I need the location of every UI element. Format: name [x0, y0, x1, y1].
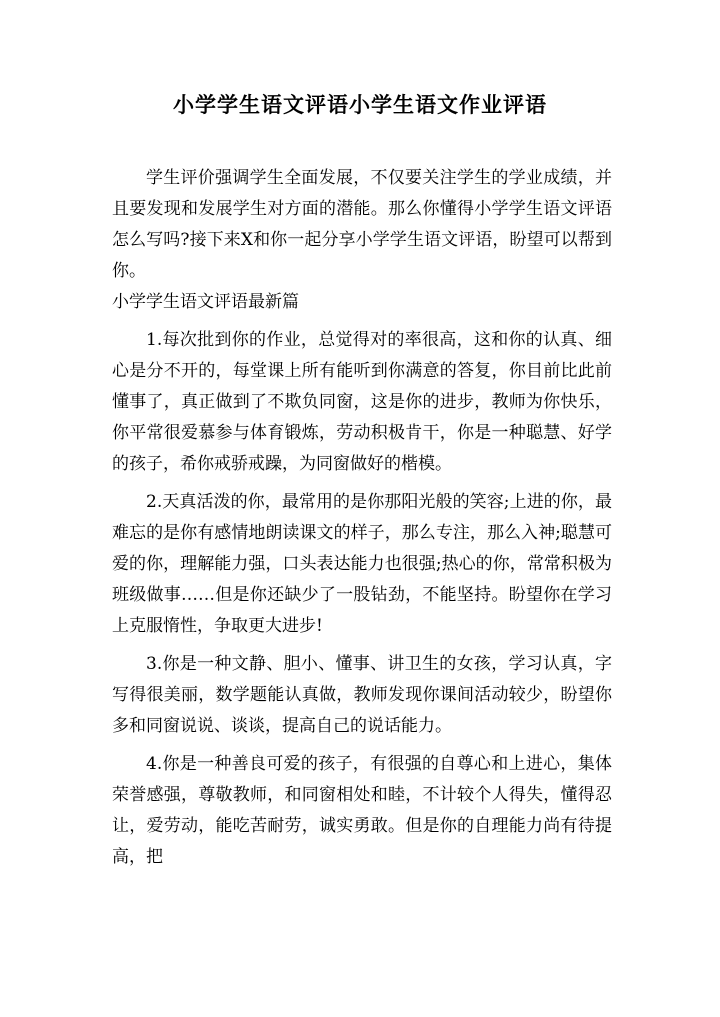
document-body	[112, 163, 612, 873]
comment-paragraph-4: 4.你是一种善良可爱的孩子，有很强的自尊心和上进心，集体荣誉感强，尊敬教师，和同窗相处和睦，不计较个人得失，懂得忍让，爱劳动，能吃苦耐劳，诚实勇敢。但是你的自理能力尚有待提高，把	[112, 754, 612, 867]
document-title: 小学学生语文评语小学生语文作业评语	[173, 92, 547, 117]
comment-paragraph-3: 3.你是一种文静、胆小、懂事、讲卫生的女孩，学习认真，字写得很美丽，数学题能认真做，教师发现你课间活动较少，盼望你多和同窗说说、谈谈，提高自己的说话能力。	[112, 654, 612, 736]
comment-paragraph-1: 1.每次批到你的作业，总觉得对的率很高，这和你的认真、细心是分不开的，每堂课上所有能听到你满意的答复，你目前比此前懂事了，真正做到了不欺负同窗，这是你的进步，教师为你快乐，你平常很爱慕参与体育锻炼，劳动积极肯干，你是一种聪慧、好学的孩子，希你戒骄戒躁，为同窗做好的楷模。	[112, 330, 612, 474]
section-heading: 小学学生语文评语最新篇	[112, 292, 299, 312]
comment-paragraph-2: 2.天真活泼的你，最常用的是你那阳光般的笑容;上进的你，最难忘的是你有感情地朗读课文的样子，那么专注，那么入神;聪慧可爱的你，理解能力强，口头表达能力也很强;热心的你，常常积极为班级做事……但是你还缺少了一股钻劲，不能坚持。盼望你在学习上克服惰性，争取更大进步!	[112, 492, 612, 636]
intro-paragraph: 学生评价强调学生全面发展，不仅要关注学生的学业成绩，并且要发现和发展学生对方面的潜能。那么你懂得小学学生语文评语怎么写吗?接下来X和你一起分享小学学生语文评语，盼望可以帮到你。	[112, 168, 612, 281]
